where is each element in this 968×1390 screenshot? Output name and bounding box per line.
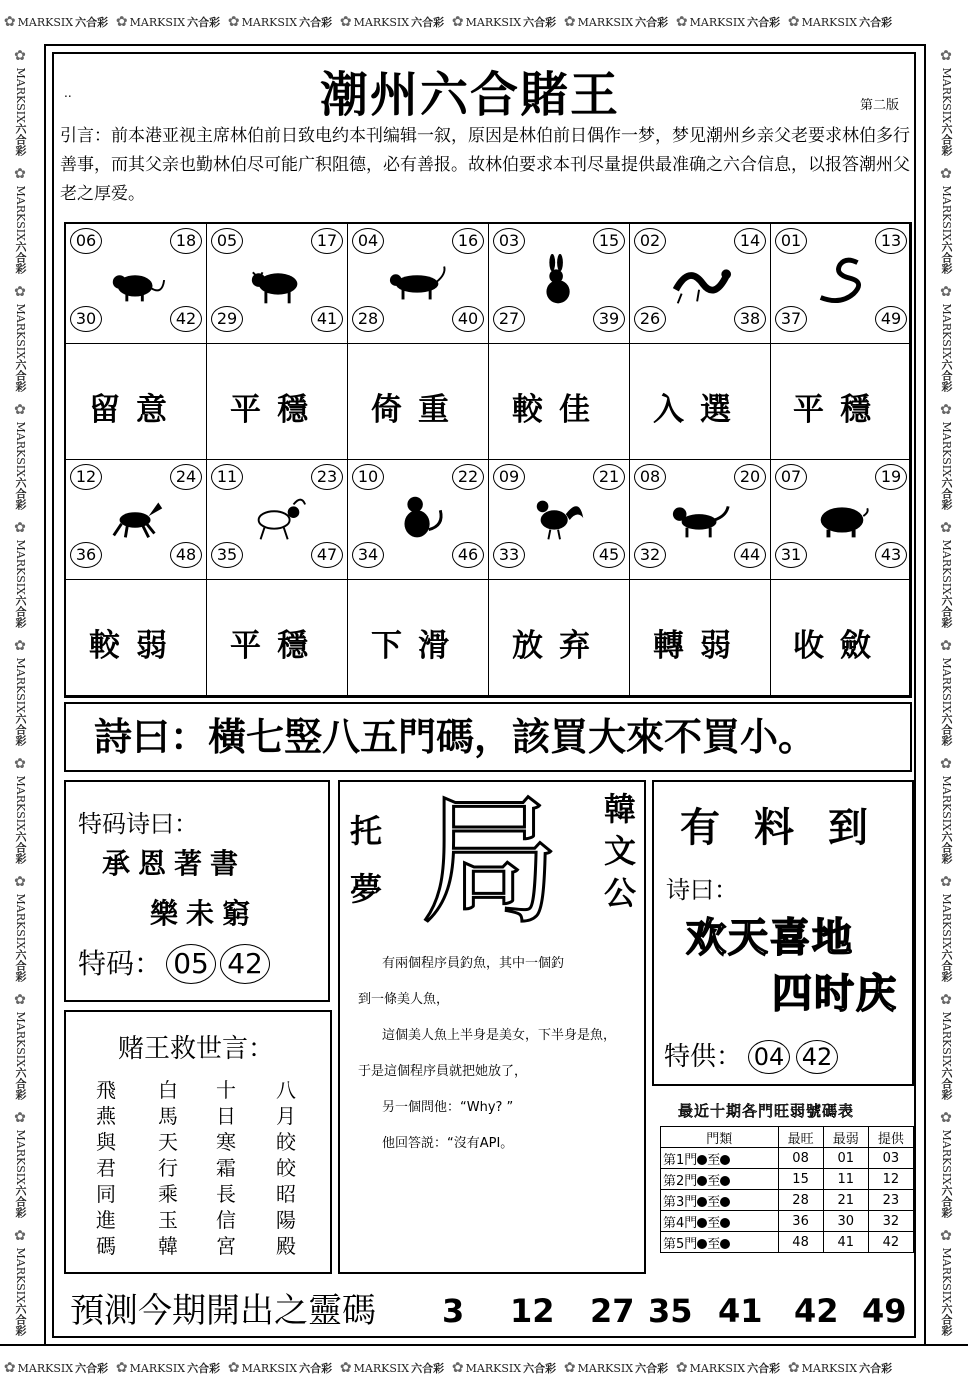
verse-char: 宮: [216, 1234, 236, 1258]
stats-row: [661, 1211, 914, 1232]
stats-value: 41: [823, 1232, 868, 1253]
zodiac-cell: [771, 460, 910, 580]
ball-icon: [697, 1155, 707, 1165]
verse-char: 寒: [216, 1130, 236, 1154]
stats-value: 01: [823, 1148, 868, 1169]
top-border: [0, 0, 968, 46]
stats-row: [661, 1148, 914, 1169]
zodiac-number: 34: [352, 542, 384, 568]
rooster-icon: [529, 490, 591, 546]
flower-icon: ✿: [12, 48, 28, 64]
intro-text: 引言：前本港亚视主席林伯前日致电约本刊编辑一叙，原因是林伯前日偶作一梦，梦见潮州乡亲父老要求林伯多行善事，而其父亲也勤林伯尽可能广积阻德，必有善报。故林伯要求本刊尽量提供最准确之六合信息，以报答潮州父老之厚爱。: [60, 126, 910, 204]
monkey-icon: [388, 490, 450, 546]
status-cell: [489, 344, 630, 460]
border-brand: ✿ MARKSIX 六合彩: [563, 1360, 669, 1376]
ball-icon: [720, 1239, 730, 1249]
border-brand: ✿ MARKSIX六合彩: [938, 1110, 954, 1218]
verse-char: 君: [96, 1156, 116, 1180]
status-cell: [207, 580, 348, 696]
zodiac-number: 08: [634, 464, 666, 490]
poem-bar: 詩曰：橫七竪八五門碼，該買大來不買小。: [64, 702, 912, 772]
zodiac-number: 35: [211, 542, 243, 568]
stats-door: 第5門 至: [661, 1232, 779, 1253]
border-brand: ✿ MARKSIX六合彩: [938, 1228, 954, 1336]
zodiac-status: 平穩: [230, 628, 324, 664]
zodiac-number: 43: [875, 542, 907, 568]
stats-door: 第3門 至: [661, 1190, 779, 1211]
tip-box: [652, 780, 914, 1086]
status-cell: [66, 344, 207, 460]
flower-icon: ✿: [938, 756, 954, 772]
zodiac-cell: [66, 460, 207, 580]
status-cell: [207, 344, 348, 460]
verse-char: 乘: [158, 1182, 178, 1206]
prediction-number: 49: [862, 1292, 907, 1330]
zodiac-number: 42: [170, 306, 202, 332]
right-border: [924, 44, 968, 1344]
zodiac-grid: [64, 222, 912, 698]
stats-door: 第2門 至: [661, 1169, 779, 1190]
zodiac-status: 倚重: [371, 392, 465, 428]
special-code-box: [64, 780, 330, 1002]
zodiac-status: 平穩: [230, 392, 324, 428]
zodiac-number: 23: [311, 464, 343, 490]
zodiac-number: 29: [211, 306, 243, 332]
zodiac-number: 44: [734, 542, 766, 568]
stats-value: 30: [823, 1211, 868, 1232]
zodiac-number: 16: [452, 228, 484, 254]
zodiac-cell: [489, 224, 630, 344]
dog-icon: [670, 490, 732, 546]
border-brand: ✿ MARKSIX六合彩: [12, 520, 28, 628]
prediction-number: 12: [510, 1292, 555, 1330]
flower-icon: ✿: [12, 520, 28, 536]
ball-icon: [720, 1155, 730, 1165]
stats-value: 03: [868, 1148, 913, 1169]
flower-icon: ✿: [12, 756, 28, 772]
special-poem-title: 特码诗曰：: [78, 810, 198, 838]
verse-char: 韓: [158, 1234, 178, 1258]
border-brand: ✿ MARKSIX 六合彩: [227, 1360, 333, 1376]
verse-char: 碼: [96, 1234, 116, 1258]
flower-icon: ✿: [938, 874, 954, 890]
border-brand: ✿ MARKSIX六合彩: [938, 48, 954, 156]
flower-icon: ✿: [12, 874, 28, 890]
verse-char: 行: [158, 1156, 178, 1180]
zodiac-number: 28: [352, 306, 384, 332]
stats-header: 最弱: [823, 1127, 868, 1148]
stats-header: 門類: [661, 1127, 779, 1148]
zodiac-status: 留意: [89, 392, 183, 428]
ball-icon: [697, 1176, 707, 1186]
story-line: 到一條美人魚，: [358, 992, 450, 1007]
gambling-king-title: 赌王救世言：: [118, 1034, 275, 1064]
flower-icon: ✿: [339, 14, 352, 30]
border-brand: ✿ MARKSIX六合彩: [12, 48, 28, 156]
border-brand: ✿ MARKSIX 六合彩: [115, 14, 221, 30]
flower-icon: ✿: [938, 48, 954, 64]
flower-icon: ✿: [227, 14, 240, 30]
zodiac-number: 33: [493, 542, 525, 568]
zodiac-number: 37: [775, 306, 807, 332]
prediction-number: 41: [718, 1292, 763, 1330]
flower-icon: ✿: [563, 14, 576, 30]
flower-icon: ✿: [938, 1228, 954, 1244]
stats-row: [661, 1190, 914, 1211]
flower-icon: ✿: [115, 14, 128, 30]
zodiac-number: 46: [452, 542, 484, 568]
ball-icon: [720, 1176, 730, 1186]
dream-right-label: 韓文公: [603, 790, 636, 912]
border-brand: ✿ MARKSIX六合彩: [12, 1228, 28, 1336]
tip-code: 42: [796, 1040, 838, 1074]
flower-icon: ✿: [12, 402, 28, 418]
flower-icon: ✿: [787, 1360, 800, 1376]
flower-icon: ✿: [115, 1360, 128, 1376]
story-line: 有兩個程序員釣魚，其中一個釣: [382, 956, 565, 971]
zodiac-number: 10: [352, 464, 384, 490]
border-brand: ✿ MARKSIX六合彩: [938, 402, 954, 510]
verse-char: 天: [158, 1130, 178, 1154]
verse-char: 日: [216, 1104, 236, 1128]
tip-code: 04: [748, 1040, 790, 1074]
border-brand: ✿ MARKSIX 六合彩: [787, 1360, 893, 1376]
snake-icon: [811, 254, 873, 310]
zodiac-status: 入選: [653, 392, 747, 428]
status-cell: [630, 580, 771, 696]
border-brand: ✿ MARKSIX 六合彩: [115, 1360, 221, 1376]
stats-door: 第4門 至: [661, 1211, 779, 1232]
zodiac-number: 18: [170, 228, 202, 254]
zodiac-cell: [66, 224, 207, 344]
zodiac-number: 22: [452, 464, 484, 490]
status-cell: [348, 344, 489, 460]
flower-icon: ✿: [339, 1360, 352, 1376]
prediction-number: 35: [648, 1292, 693, 1330]
verse-char: 皎: [276, 1130, 296, 1154]
flower-icon: ✿: [938, 520, 954, 536]
flower-icon: ✿: [451, 14, 464, 30]
zodiac-number: 04: [352, 228, 384, 254]
rat-icon: [106, 254, 168, 310]
border-brand: ✿ MARKSIX六合彩: [938, 638, 954, 746]
flower-icon: ✿: [3, 1360, 16, 1376]
story-line: 另一個問他：“Why? ”: [382, 1100, 514, 1115]
stats-section: [660, 1100, 914, 1260]
flower-icon: ✿: [563, 1360, 576, 1376]
stats-value: 12: [868, 1169, 913, 1190]
tip-supply-row: [664, 1036, 838, 1074]
verse-char: 月: [276, 1104, 296, 1128]
zodiac-number: 12: [70, 464, 102, 490]
tip-poem-line2: 四时庆: [772, 971, 898, 1017]
zodiac-number: 45: [593, 542, 625, 568]
verse-char: 殿: [276, 1234, 296, 1258]
verse-char: 進: [96, 1208, 116, 1232]
zodiac-cell: [489, 460, 630, 580]
tip-title: 有料到: [680, 805, 902, 851]
verse-char: 長: [216, 1182, 236, 1206]
flower-icon: ✿: [227, 1360, 240, 1376]
verse-char: 昭: [276, 1182, 296, 1206]
zodiac-status: 轉弱: [653, 628, 747, 664]
dream-big-char: 局: [420, 781, 561, 944]
prediction-number: 42: [794, 1292, 839, 1330]
zodiac-cell: [348, 224, 489, 344]
ball-icon: [697, 1239, 707, 1249]
special-poem-line1: 承恩著書: [102, 847, 247, 880]
border-brand: ✿ MARKSIX六合彩: [12, 756, 28, 864]
stats-value: 11: [823, 1169, 868, 1190]
border-brand: ✿ MARKSIX六合彩: [938, 992, 954, 1100]
border-brand: ✿ MARKSIX六合彩: [938, 874, 954, 982]
zodiac-number: 38: [734, 306, 766, 332]
zodiac-number: 15: [593, 228, 625, 254]
zodiac-number: 41: [311, 306, 343, 332]
stats-value: 15: [778, 1169, 823, 1190]
zodiac-number: 31: [775, 542, 807, 568]
stats-row: [661, 1232, 914, 1253]
ball-icon: [720, 1197, 730, 1207]
zodiac-status: 下滑: [371, 628, 465, 664]
zodiac-status: 平穩: [793, 392, 887, 428]
border-brand: ✿ MARKSIX 六合彩: [339, 1360, 445, 1376]
stats-value: 08: [778, 1148, 823, 1169]
border-brand: ✿ MARKSIX 六合彩: [227, 14, 333, 30]
zodiac-number: 01: [775, 228, 807, 254]
zodiac-number: 32: [634, 542, 666, 568]
verse-char: 與: [96, 1130, 116, 1154]
flower-icon: ✿: [12, 284, 28, 300]
border-brand: ✿ MARKSIX六合彩: [938, 284, 954, 392]
zodiac-number: 39: [593, 306, 625, 332]
flower-icon: ✿: [938, 992, 954, 1008]
border-brand: ✿ MARKSIX六合彩: [12, 166, 28, 274]
border-brand: ✿ MARKSIX 六合彩: [675, 14, 781, 30]
zodiac-number: 47: [311, 542, 343, 568]
flower-icon: ✿: [938, 402, 954, 418]
border-brand: ✿ MARKSIX 六合彩: [451, 1360, 557, 1376]
zodiac-number: 21: [593, 464, 625, 490]
border-brand: ✿ MARKSIX六合彩: [12, 1110, 28, 1218]
story-line: 他回答説：“沒有API。: [382, 1136, 514, 1151]
zodiac-cell: [630, 460, 771, 580]
zodiac-status: 放弃: [512, 628, 606, 664]
prediction-bar: [70, 1284, 910, 1338]
zodiac-number: 19: [875, 464, 907, 490]
zodiac-number: 40: [452, 306, 484, 332]
zodiac-number: 11: [211, 464, 243, 490]
ball-icon: [697, 1197, 707, 1207]
zodiac-number: 36: [70, 542, 102, 568]
zodiac-number: 49: [875, 306, 907, 332]
special-code: 42: [220, 944, 270, 984]
dream-left-label: 托夢: [349, 812, 382, 908]
edition-label: 第二版: [860, 98, 900, 113]
stats-header: 提供: [868, 1127, 913, 1148]
status-cell: [771, 344, 910, 460]
ball-icon: [697, 1218, 707, 1228]
border-brand: ✿ MARKSIX六合彩: [12, 284, 28, 392]
zodiac-status: 較佳: [512, 392, 606, 428]
zodiac-number: 17: [311, 228, 343, 254]
horse-icon: [106, 490, 168, 546]
border-brand: ✿ MARKSIX六合彩: [12, 402, 28, 510]
zodiac-status: 較弱: [89, 628, 183, 664]
border-brand: ✿ MARKSIX六合彩: [938, 166, 954, 274]
border-brand: ✿ MARKSIX 六合彩: [3, 14, 109, 30]
flower-icon: ✿: [12, 1228, 28, 1244]
border-brand: ✿ MARKSIX 六合彩: [3, 1360, 109, 1376]
left-border: [0, 44, 46, 1344]
page-title: 潮州六合賭王: [320, 67, 621, 123]
status-cell: [489, 580, 630, 696]
tiger-icon: [388, 254, 450, 310]
zodiac-number: 30: [70, 306, 102, 332]
zodiac-number: 13: [875, 228, 907, 254]
zodiac-cell: [207, 224, 348, 344]
stats-title: 最近十期各門旺弱號碼表: [678, 1102, 855, 1120]
verse-char: 同: [96, 1182, 116, 1206]
border-brand: ✿ MARKSIX 六合彩: [563, 14, 669, 30]
stats-row: [661, 1169, 914, 1190]
zodiac-number: 05: [211, 228, 243, 254]
verse-char: 燕: [96, 1104, 116, 1128]
goat-icon: [247, 490, 309, 546]
status-cell: [630, 344, 771, 460]
dream-box: [338, 780, 646, 1274]
stats-door: 第1門 至: [661, 1148, 779, 1169]
zodiac-cell: [348, 460, 489, 580]
zodiac-number: 07: [775, 464, 807, 490]
border-brand: ✿ MARKSIX六合彩: [938, 756, 954, 864]
stats-value: 48: [778, 1232, 823, 1253]
pig-icon: [811, 490, 873, 546]
special-code: 05: [166, 944, 216, 984]
special-code-label: 特码：: [78, 947, 163, 980]
status-cell: [66, 580, 207, 696]
bottom-border: [0, 1344, 968, 1390]
flower-icon: ✿: [12, 166, 28, 182]
zodiac-status: 收斂: [793, 628, 887, 664]
zodiac-number: 03: [493, 228, 525, 254]
stats-value: 21: [823, 1190, 868, 1211]
verse-char: 信: [216, 1208, 236, 1232]
verse-char: 馬: [158, 1104, 178, 1128]
story-line: 這個美人魚上半身是美女，下半身是魚，: [382, 1028, 617, 1043]
flower-icon: ✿: [12, 992, 28, 1008]
stats-value: 42: [868, 1232, 913, 1253]
special-poem-line2: 樂未窮: [150, 897, 259, 930]
stats-value: 23: [868, 1190, 913, 1211]
ball-icon: [720, 1218, 730, 1228]
flower-icon: ✿: [938, 166, 954, 182]
prediction-number: 27: [590, 1292, 635, 1330]
border-brand: ✿ MARKSIX 六合彩: [451, 14, 557, 30]
flower-icon: ✿: [938, 638, 954, 654]
border-brand: ✿ MARKSIX六合彩: [12, 992, 28, 1100]
flower-icon: ✿: [787, 14, 800, 30]
border-brand: ✿ MARKSIX六合彩: [938, 520, 954, 628]
verse-char: 陽: [276, 1208, 296, 1232]
border-brand: ✿ MARKSIX 六合彩: [787, 14, 893, 30]
flower-icon: ✿: [938, 1110, 954, 1126]
zodiac-number: 26: [634, 306, 666, 332]
flower-icon: ✿: [12, 638, 28, 654]
prediction-number: 3: [442, 1292, 465, 1330]
verse-char: 八: [276, 1078, 296, 1102]
dragon-icon: [670, 254, 732, 310]
zodiac-cell: [771, 224, 910, 344]
zodiac-number: 06: [70, 228, 102, 254]
gambling-king-box: [64, 1010, 332, 1274]
story-line: 于是這個程序員就把她放了，: [358, 1064, 528, 1079]
border-brand: ✿ MARKSIX 六合彩: [675, 1360, 781, 1376]
border-brand: ✿ MARKSIX六合彩: [12, 638, 28, 746]
flower-icon: ✿: [675, 1360, 688, 1376]
zodiac-number: 20: [734, 464, 766, 490]
flower-icon: ✿: [451, 1360, 464, 1376]
corner-dots: ..: [64, 86, 72, 100]
flower-icon: ✿: [675, 14, 688, 30]
special-code-row: [78, 942, 270, 984]
zodiac-number: 02: [634, 228, 666, 254]
flower-icon: ✿: [12, 1110, 28, 1126]
stats-table: [660, 1126, 914, 1253]
stats-header: 最旺: [778, 1127, 823, 1148]
status-cell: [771, 580, 910, 696]
verse-char: 飛: [96, 1078, 116, 1102]
verse-char: 十: [216, 1078, 236, 1102]
verse-char: 白: [158, 1078, 178, 1102]
zodiac-cell: [630, 224, 771, 344]
verse-char: 皎: [276, 1156, 296, 1180]
zodiac-number: 24: [170, 464, 202, 490]
zodiac-number: 14: [734, 228, 766, 254]
flower-icon: ✿: [3, 14, 16, 30]
status-cell: [348, 580, 489, 696]
zodiac-number: 48: [170, 542, 202, 568]
verse-char: 霜: [216, 1156, 236, 1180]
border-brand: ✿ MARKSIX六合彩: [12, 874, 28, 982]
tip-supply-label: 特供：: [664, 1042, 743, 1072]
stats-value: 28: [778, 1190, 823, 1211]
tip-poem-line1: 欢天喜地: [686, 915, 854, 961]
zodiac-number: 09: [493, 464, 525, 490]
zodiac-cell: [207, 460, 348, 580]
stats-value: 32: [868, 1211, 913, 1232]
stats-value: 36: [778, 1211, 823, 1232]
zodiac-number: 27: [493, 306, 525, 332]
ox-icon: [247, 254, 309, 310]
rabbit-icon: [529, 254, 591, 310]
tip-poem-label: 诗曰：: [666, 876, 738, 904]
verse-char: 玉: [158, 1208, 178, 1232]
border-brand: ✿ MARKSIX 六合彩: [339, 14, 445, 30]
prediction-label: 預測今期開出之靈碼: [70, 1291, 376, 1331]
flower-icon: ✿: [938, 284, 954, 300]
